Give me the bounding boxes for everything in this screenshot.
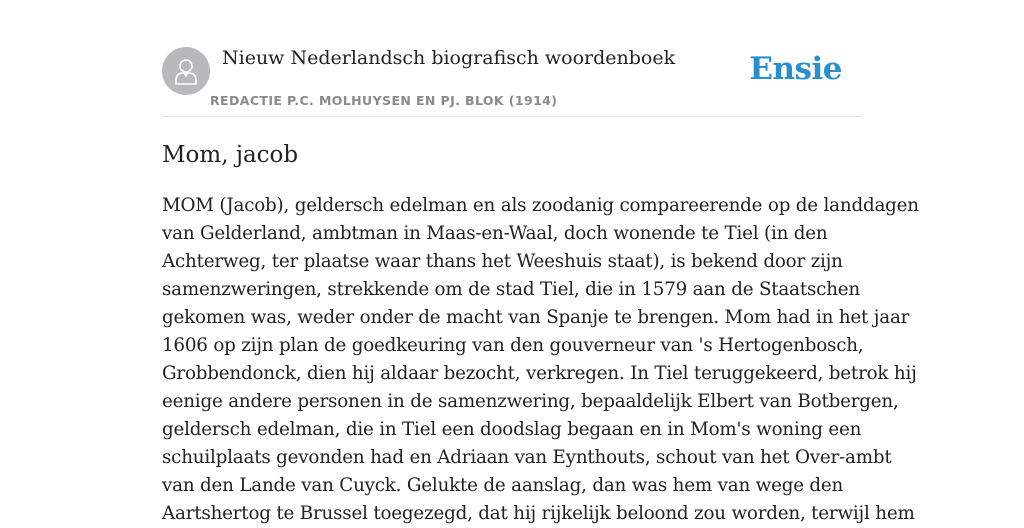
body-line: samenzweringen, strekkende om de stad Tiel, die in 1579 aan de Staatschen — [162, 279, 860, 300]
body-line: schuilplaats gevonden had en Adriaan van Eynthouts, schout van het Over-ambt — [162, 447, 892, 468]
source-subtitle: REDACTIE P.C. MOLHUYSEN EN PJ. BLOK (1914) — [210, 93, 558, 108]
body-line: eenige andere personen in de samenzwering, bepaaldelijk Elbert van Botbergen, — [162, 391, 899, 412]
body-line: Achterweg, ter plaatse waar thans het Weeshuis staat), is bekend door zijn — [162, 251, 843, 272]
source-header — [162, 0, 862, 117]
body-line: geldersch edelman, die in Tiel een doodslag begaan en in Mom's woning een — [162, 419, 862, 440]
source-title[interactable]: Nieuw Nederlandsch biografisch woordenboek — [222, 47, 676, 69]
avatar[interactable] — [162, 47, 210, 95]
body-line: Aartshertog te Brussel toegezegd, dat hij rijkelijk beloond zou worden, terwijl hem — [162, 503, 915, 524]
entry-body — [162, 192, 919, 528]
body-line: MOM (Jacob), geldersch edelman en als zoodanig compareerende op de landdagen — [162, 195, 919, 216]
body-line: 1606 op zijn plan de goedkeuring van den gouverneur van 's Hertogenbosch, — [162, 335, 864, 356]
body-line: van den Lande van Cuyck. Gelukte de aanslag, dan was hem van wege den — [162, 475, 844, 496]
body-line: van Gelderland, ambtman in Maas-en-Waal, doch wonende te Tiel (in den — [162, 223, 828, 244]
body-line: Grobbendonck, dien hij aldaar bezocht, verkregen. In Tiel teruggekeerd, betrok hij — [162, 363, 917, 384]
brand-logo[interactable]: Ensie — [749, 51, 842, 87]
entry-title: Mom, jacob — [162, 142, 299, 168]
body-line: gekomen was, weder onder de macht van Spanje te brengen. Mom had in het jaar — [162, 307, 910, 328]
user-icon — [173, 57, 199, 85]
